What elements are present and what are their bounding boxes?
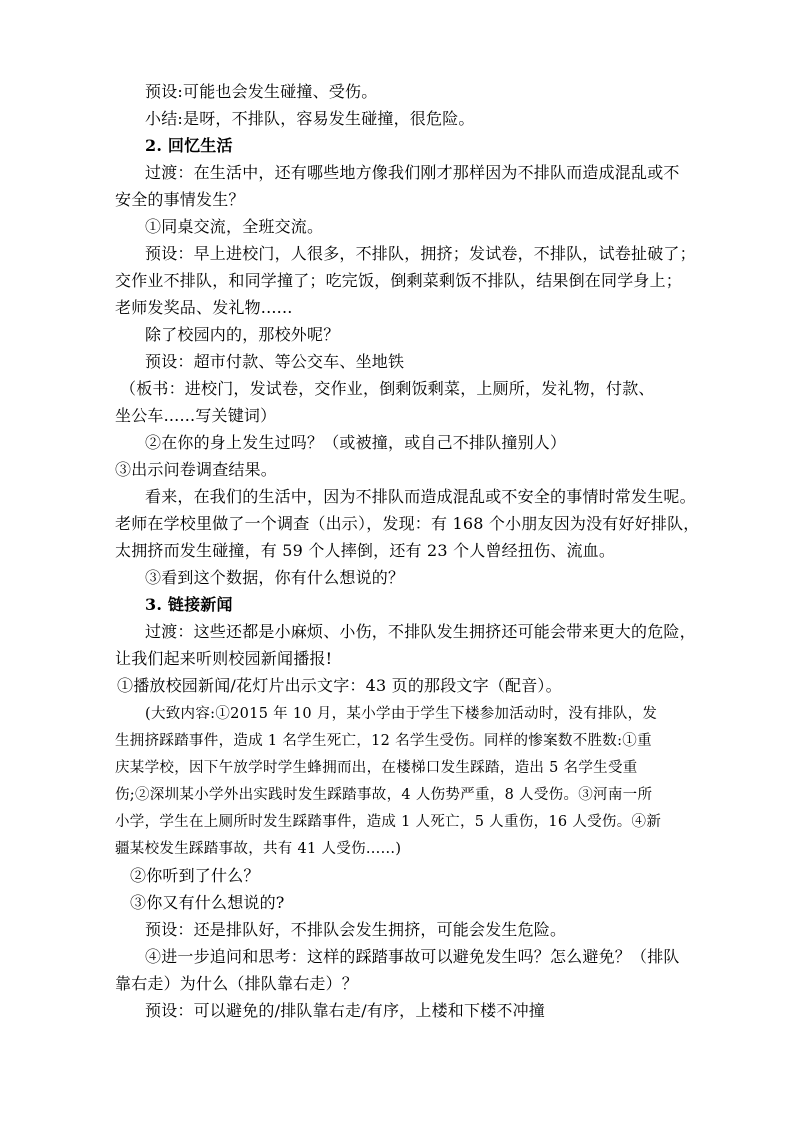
text-line: 看来，在我们的生活中，因为不排队而造成混乱或不安全的事情时常发生呢。	[145, 487, 696, 506]
text-line: ①同桌交流，全班交流。	[145, 217, 324, 236]
text-line: 预设：早上进校门，人很多，不排队，拥挤；发试卷，不排队，试卷扯破了；	[145, 244, 696, 263]
text-line: 安全的事情发生？	[115, 190, 245, 209]
text-line: 靠右走）为什么（排队靠右走）？	[115, 974, 359, 993]
text-line: 让我们起来听则校园新闻播报!	[115, 649, 333, 668]
text-line: 预设：超市付款、等公交车、坐地铁	[145, 352, 405, 371]
text-line: 预设：还是排队好，不排队会发生拥挤，可能会发生危险。	[145, 920, 567, 939]
news-text-line: (大致内容:①2015 年 10 月，某小学由于学生下楼参加活动时，没有排队，发	[145, 706, 658, 722]
news-text-line: 伤;②深圳某小学外出实践时发生踩踏事故，4 人伤势严重，8 人受伤。③河南一所	[115, 787, 653, 803]
text-line: 除了校园内的，那校外呢？	[145, 325, 340, 344]
text-line: ③出示问卷调查结果。	[115, 460, 278, 479]
section-heading: 3. 链接新闻	[145, 595, 233, 614]
text-line: 预设：可以避免的/排队靠右走/有序，上楼和下楼不冲撞	[145, 1001, 545, 1020]
text-line: 小结:是呀，不排队，容易发生碰撞，很危险。	[145, 109, 475, 128]
text-line: 预设:可能也会发生碰撞、受伤。	[145, 82, 378, 101]
news-text-line: 疆某校发生踩踏事故，共有 41 人受伤......)	[115, 841, 402, 857]
text-line: （板书：进校门，发试卷，交作业，倒剩饭剩菜，上厕所，发礼物，付款、	[120, 379, 655, 398]
text-line: ③你又有什么想说的?	[130, 893, 285, 912]
news-text-line: 庆某学校，因下午放学时学生蜂拥而出，在楼梯口发生踩踏，造出 5 名学生受重	[115, 760, 638, 776]
news-text-line: 小学，学生在上厕所时发生踩踏事件，造成 1 人死亡，5 人重伤，16 人受伤。④新	[115, 814, 662, 830]
text-line: ④进一步追问和思考：这样的踩踏事故可以避免发生吗？怎么避免？（排队	[145, 947, 680, 966]
text-line: ③看到这个数据，你有什么想说的？	[145, 568, 405, 587]
text-line: 太拥挤而发生碰撞，有 59 个人摔倒，还有 23 个人曾经扭伤、流血。	[115, 541, 616, 560]
text-line: 坐公车......写关键词）	[115, 406, 277, 425]
text-line: 过渡：在生活中，还有哪些地方像我们刚才那样因为不排队而造成混乱或不	[145, 163, 680, 182]
text-line: ①播放校园新闻/花灯片出示文字：43 页的那段文字（配音）。	[117, 676, 562, 695]
text-line: 交作业不排队，和同学撞了；吃完饭，倒剩菜剩饭不排队，结果倒在同学身上；	[115, 271, 683, 290]
news-text-line: 生拥挤踩踏事件，造成 1 名学生死亡，12 名学生受伤。同样的惨案数不胜数:①重	[115, 733, 652, 749]
text-line: 过渡：这些还都是小麻烦、小伤，不排队发生拥挤还可能会带来更大的危险，	[145, 622, 696, 641]
text-line: ②你听到了什么？	[130, 866, 260, 885]
section-heading: 2. 回忆生活	[145, 136, 233, 155]
text-line: 老师发奖品、发礼物......	[115, 298, 293, 317]
text-line: 老师在学校里做了一个调查（出示），发现：有 168 个小朋友因为没有好好排队，	[115, 514, 700, 533]
text-line: ②在你的身上发生过吗？（或被撞，或自己不排队撞别人）	[145, 433, 567, 452]
